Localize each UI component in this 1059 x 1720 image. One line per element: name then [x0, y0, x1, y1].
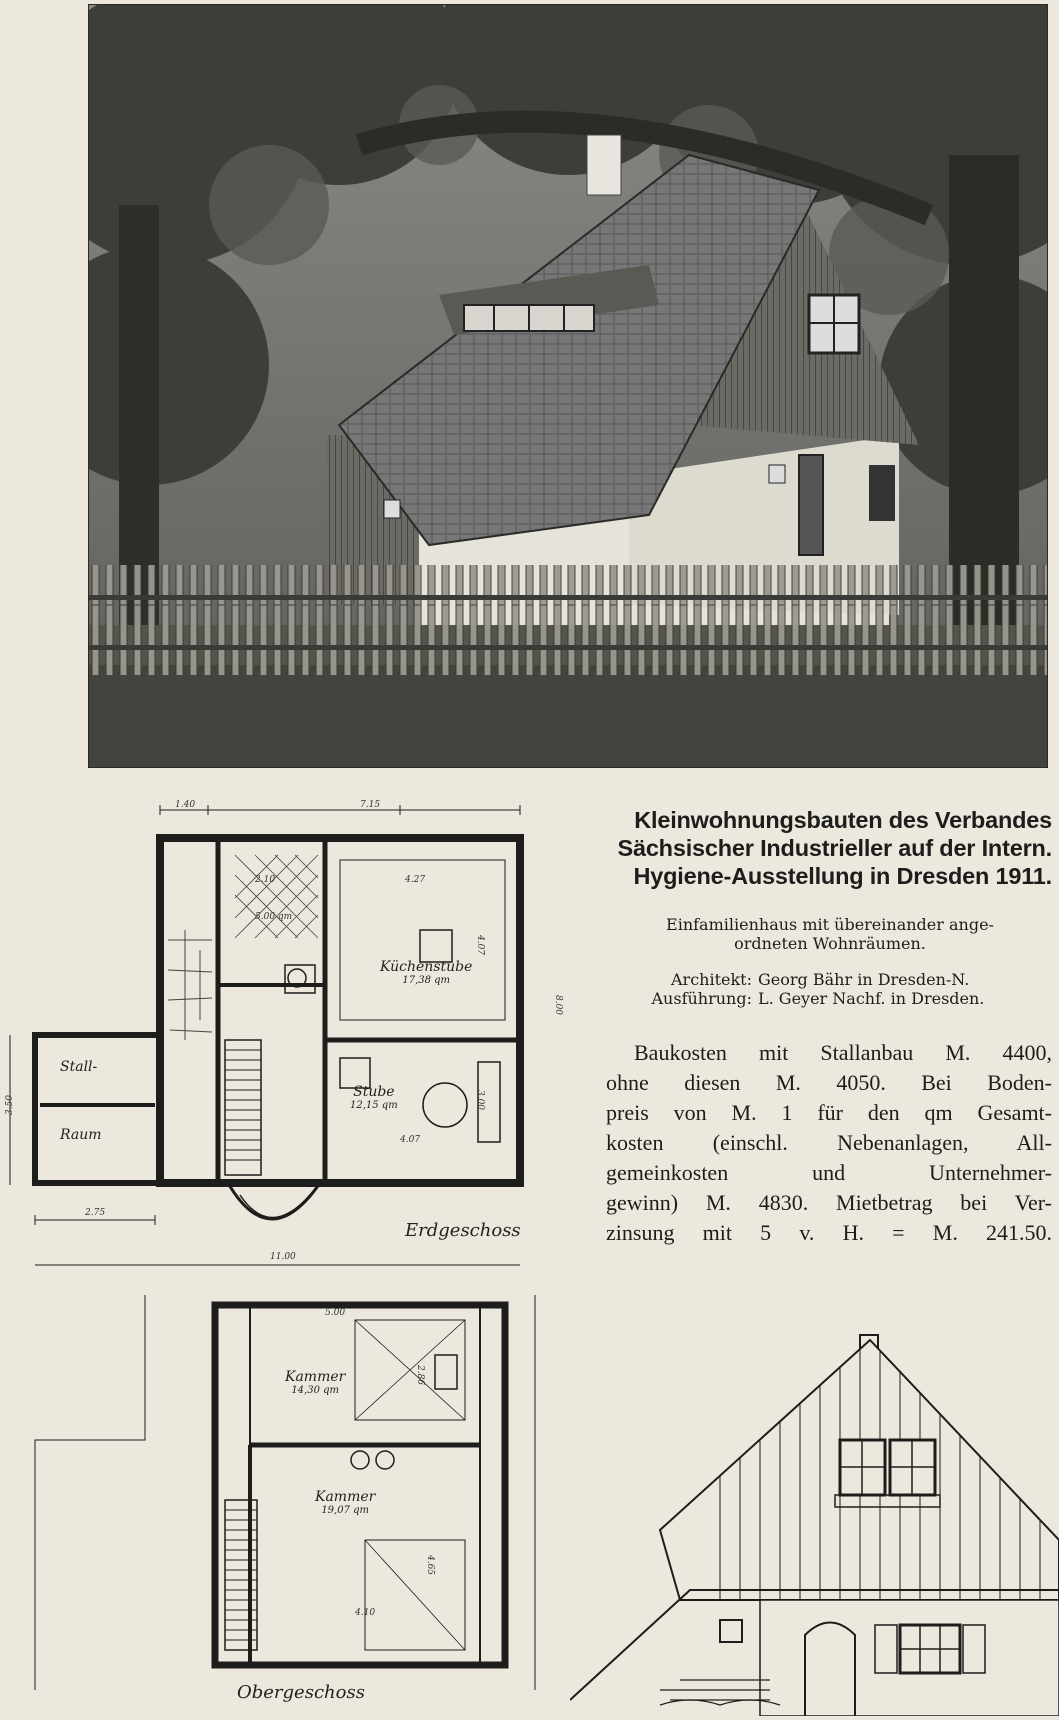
dim-stube-w: 3.00 [475, 1089, 486, 1111]
credit-architect: Architekt: Georg Bähr in Dresden-N. [671, 970, 970, 989]
ground-room-stall-2: Raum [60, 1127, 102, 1143]
dim-upper-bottom: 4.10 [355, 1608, 376, 1618]
upper-floor-label: Obergeschoss [237, 1682, 365, 1703]
ground-room-stube: Stube 12,15 qm [350, 1084, 398, 1112]
dim-kitchen-w: 4.27 [405, 875, 426, 885]
credit-execution: Ausführung: L. Geyer Nachf. in Dresden. [651, 989, 985, 1008]
dim-left: 3.50 [5, 1094, 16, 1116]
upper-floor-plan [25, 1290, 545, 1710]
ground-room-stall-1: Stall- [60, 1059, 98, 1075]
elevation-drawing [570, 1300, 1059, 1716]
upper-room-kammer-2: Kammer 19,07 qm [315, 1489, 376, 1517]
ground-room-kitchen: Küchenstube 17,38 qm [380, 959, 473, 987]
dim-stall: 2.75 [85, 1208, 106, 1218]
article-subtitle: Einfamilienhaus mit übereinander ange- ordneten Wohnräumen. [666, 915, 994, 953]
dim-d1: 4.07 [475, 934, 486, 956]
house-photograph [88, 4, 1048, 768]
dim-upper-top: 5.00 [325, 1308, 346, 1318]
dim-upper-side2: 4.65 [425, 1554, 436, 1576]
cost-paragraph: Baukosten mit Stallanbau M. 4400, ohne diesen M. 4050. Bei Boden- preis von M. 1 für den qm Gesamt- kosten (einschl. Nebenanlagen, All- gemeinkosten und Unternehmer- gewinn) M. 4830. Mietbetrag bei Ver- zinsung mit 5 v. H. = M. 241.50. [606, 1040, 1052, 1245]
ground-floor-plan [0, 800, 564, 1280]
article-heading: Kleinwohnungsbauten des Verbandes Sächsischer Industrieller auf der Intern. Hygiene-Ausstellung in Dresden 1911. [617, 807, 1052, 889]
dim-right: 8.00 [553, 994, 564, 1016]
dim-top: 7.15 [360, 800, 381, 810]
credits [606, 970, 1052, 1008]
ground-floor-label: Erdgeschoss [405, 1220, 521, 1241]
dim-stair-w: 2.10 [255, 875, 276, 885]
dim-total: 11.00 [270, 1252, 296, 1262]
dim-hall: 5.00 qm [255, 912, 293, 922]
dim-d2: 4.07 [400, 1135, 421, 1145]
dim-top-left: 1.40 [175, 800, 196, 810]
upper-room-kammer-1: Kammer 14,30 qm [285, 1369, 346, 1397]
dim-upper-side1: 2.86 [415, 1364, 426, 1386]
